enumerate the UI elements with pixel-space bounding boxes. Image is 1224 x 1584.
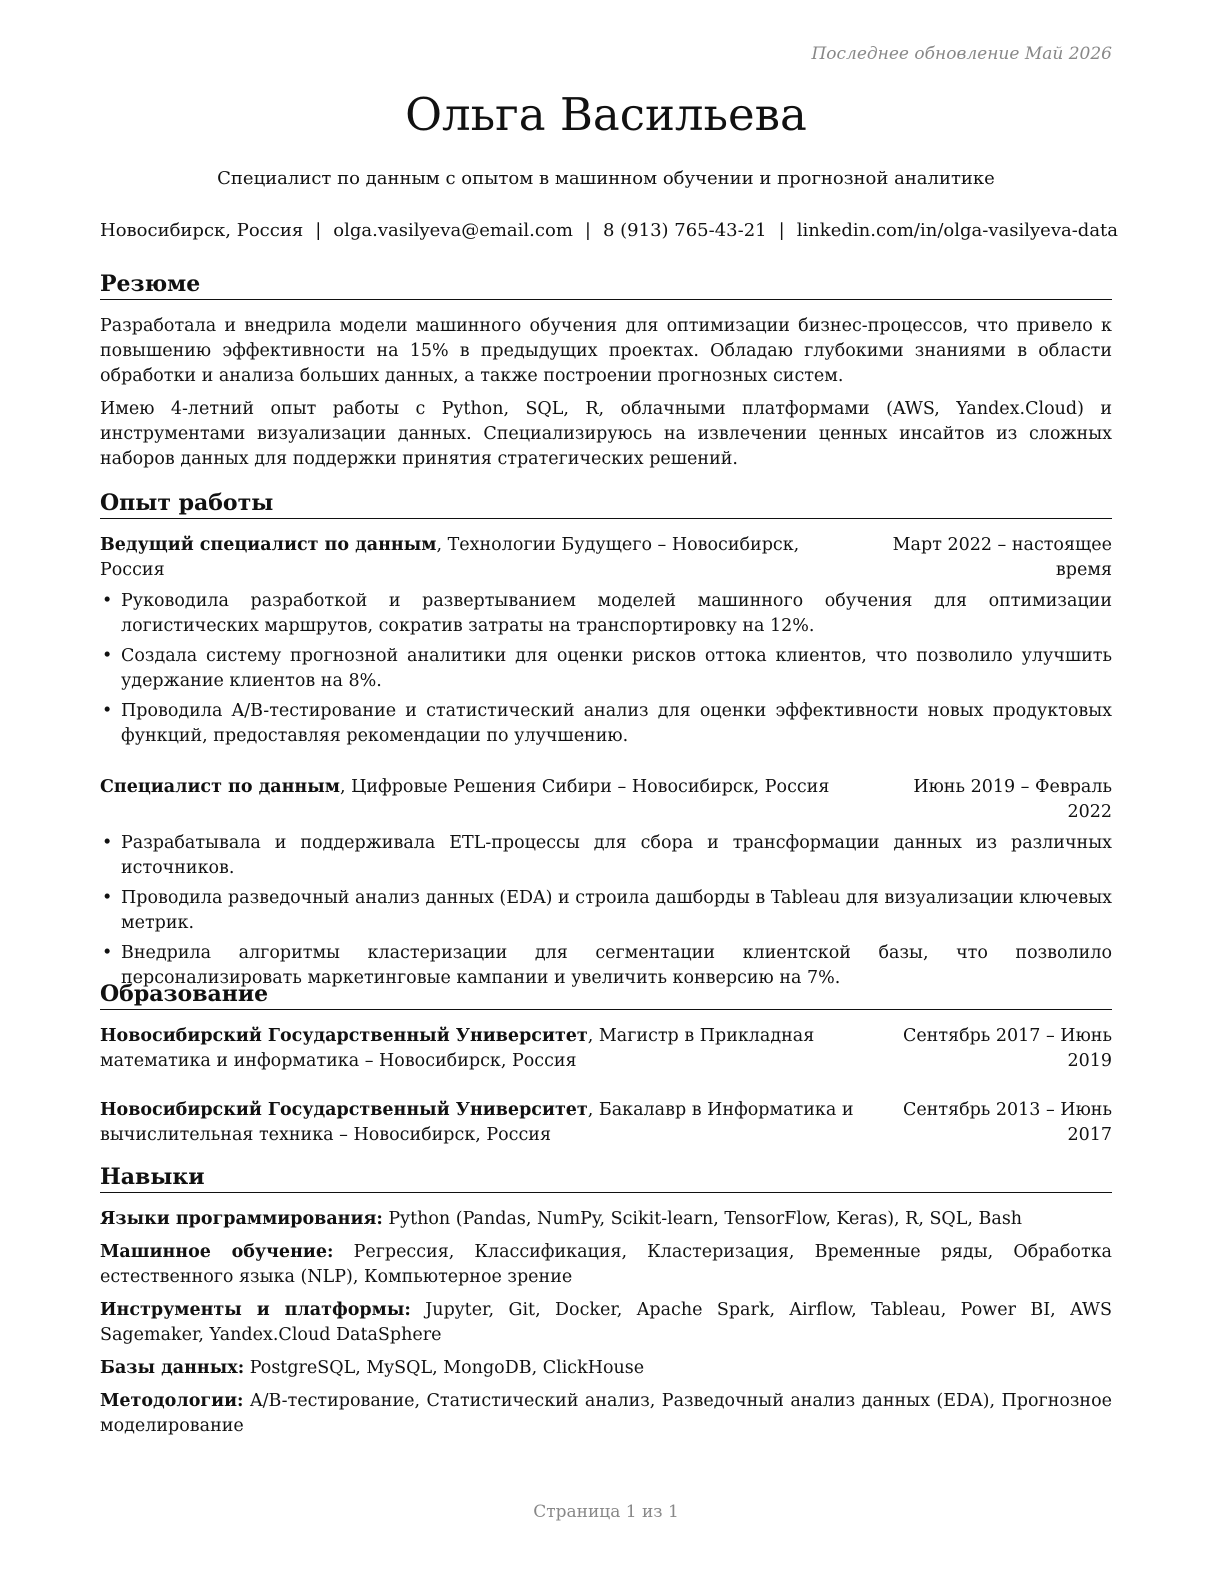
job-dates: Март 2022 – настоящее время [892,535,1112,580]
skill-line [100,1207,1112,1232]
candidate-name: Ольга Васильева [405,88,807,141]
skill-value: Python (Pandas, NumPy, Scikit-learn, TensorFlow, Keras), R, SQL, Bash [382,1209,1023,1229]
summary-paragraph: Имею 4-летний опыт работы с Python, SQL, R, облачными платформами (AWS, Yandex.Cloud) и инструментами визуализации данных. Специализируюсь на извлечении ценных инсайтов из сложных наборов данных для поддержки принятия стратегических решений. [100,399,1112,469]
job-entry [100,775,1112,991]
contact-separator: | [778,220,785,241]
contact-email[interactable]: olga.vasilyeva@email.com [333,220,573,241]
job-bullet: • Проводила разведочный анализ данных (EDA) и строила дашборды в Tableau для визуализации ключевых метрик. [100,886,1112,936]
job-details: , Технологии Будущего – Новосибирск, Россия [100,535,800,580]
job-bullet: • Руководила разработкой и развертыванием моделей машинного обучения для оптимизации логистических маршрутов, сократив затраты на транспортировку на 12%. [100,589,1112,639]
contact-phone: 8 (913) 765-43-21 [602,220,767,241]
job-bullet: • Разрабатывала и поддерживала ETL-процессы для сбора и трансформации данных из различных источников. [100,831,1112,881]
section-title-education: Образование [100,980,1112,1010]
job-bullet: • Проводила A/B-тестирование и статистический анализ для оценки эффективности новых продуктовых функций, предоставляя рекомендации по улучшению. [100,699,1112,749]
skills-section [100,1163,1112,1447]
job-bullets [100,831,1112,991]
school-name: Новосибирский Государственный Университет [100,1026,588,1046]
skill-line [100,1240,1112,1290]
education-dates: Сентябрь 2017 – Июнь 2019 [902,1026,1112,1071]
skill-label: Инструменты и платформы: [100,1300,411,1320]
skill-value: PostgreSQL, MySQL, MongoDB, ClickHouse [244,1358,645,1378]
degree-details: , Магистр в Прикладная математика и информатика – Новосибирск, Россия [100,1026,815,1071]
tagline: Специалист по данным с опытом в машинном обучении и прогнозной аналитике [217,168,995,189]
summary-section [100,270,1112,480]
contact-separator: | [584,220,591,241]
job-role: Специалист по данным [100,777,340,797]
skill-line [100,1389,1112,1439]
skill-value: A/B-тестирование, Статистический анализ, Разведочный анализ данных (EDA), Прогнозное моделирование [100,1391,1112,1436]
education-entry [100,1098,1112,1148]
section-title-summary: Резюме [100,270,1112,300]
skill-label: Машинное обучение: [100,1242,334,1262]
education-section [100,980,1112,1148]
job-bullet: • Создала систему прогнозной аналитики для оценки рисков оттока клиентов, что позволило улучшить удержание клиентов на 8%. [100,644,1112,694]
page-number: Страница 1 из 1 [533,1502,679,1522]
job-bullets [100,589,1112,749]
contact-linkedin[interactable]: linkedin.com/in/olga-vasilyeva-data [796,220,1119,241]
education-entry [100,1024,1112,1074]
job-details: , Цифровые Решения Сибири – Новосибирск, Россия [339,777,830,797]
skill-value: Регрессия, Классификация, Кластеризация, Временные ряды, Обработка естественного языка (NLP), Компьютерное зрение [100,1242,1112,1287]
skill-label: Языки программирования: [100,1209,383,1229]
skill-label: Базы данных: [100,1358,245,1378]
job-bullet: • Внедрила алгоритмы кластеризации для сегментации клиентской базы, что позволило персонализировать маркетинговые кампании и увеличить конверсию на 7%. [100,941,1112,991]
last-updated: Последнее обновление Май 2026 [811,44,1112,64]
skill-line [100,1356,1112,1381]
skill-label: Методологии: [100,1391,244,1411]
skill-line [100,1298,1112,1348]
skill-value: Jupyter, Git, Docker, Apache Spark, Airflow, Tableau, Power BI, AWS Sagemaker, Yandex.Cloud DataSphere [100,1300,1113,1345]
job-entry [100,533,1112,749]
contact-separator: | [315,220,322,241]
section-title-skills: Навыки [100,1163,1112,1193]
summary-paragraph: Разработала и внедрила модели машинного обучения для оптимизации бизнес-процессов, что привело к повышению эффективности на 15% в предыдущих проектах. Обладаю глубокими знаниями в области обработки и анализа больших данных, а также построении прогнозных систем. [100,316,1112,386]
job-dates: Июнь 2019 – Февраль 2022 [913,777,1112,822]
experience-section [100,489,1112,996]
education-dates: Сентябрь 2013 – Июнь 2017 [902,1100,1112,1145]
contact-location: Новосибирск, Россия [100,220,304,241]
section-title-experience: Опыт работы [100,489,1112,519]
degree-details: , Бакалавр в Информатика и вычислительная техника – Новосибирск, Россия [100,1100,854,1145]
resume-page [100,0,1119,1584]
school-name: Новосибирский Государственный Университет [100,1100,588,1120]
contact-line [100,220,1119,241]
job-role: Ведущий специалист по данным [100,535,437,555]
